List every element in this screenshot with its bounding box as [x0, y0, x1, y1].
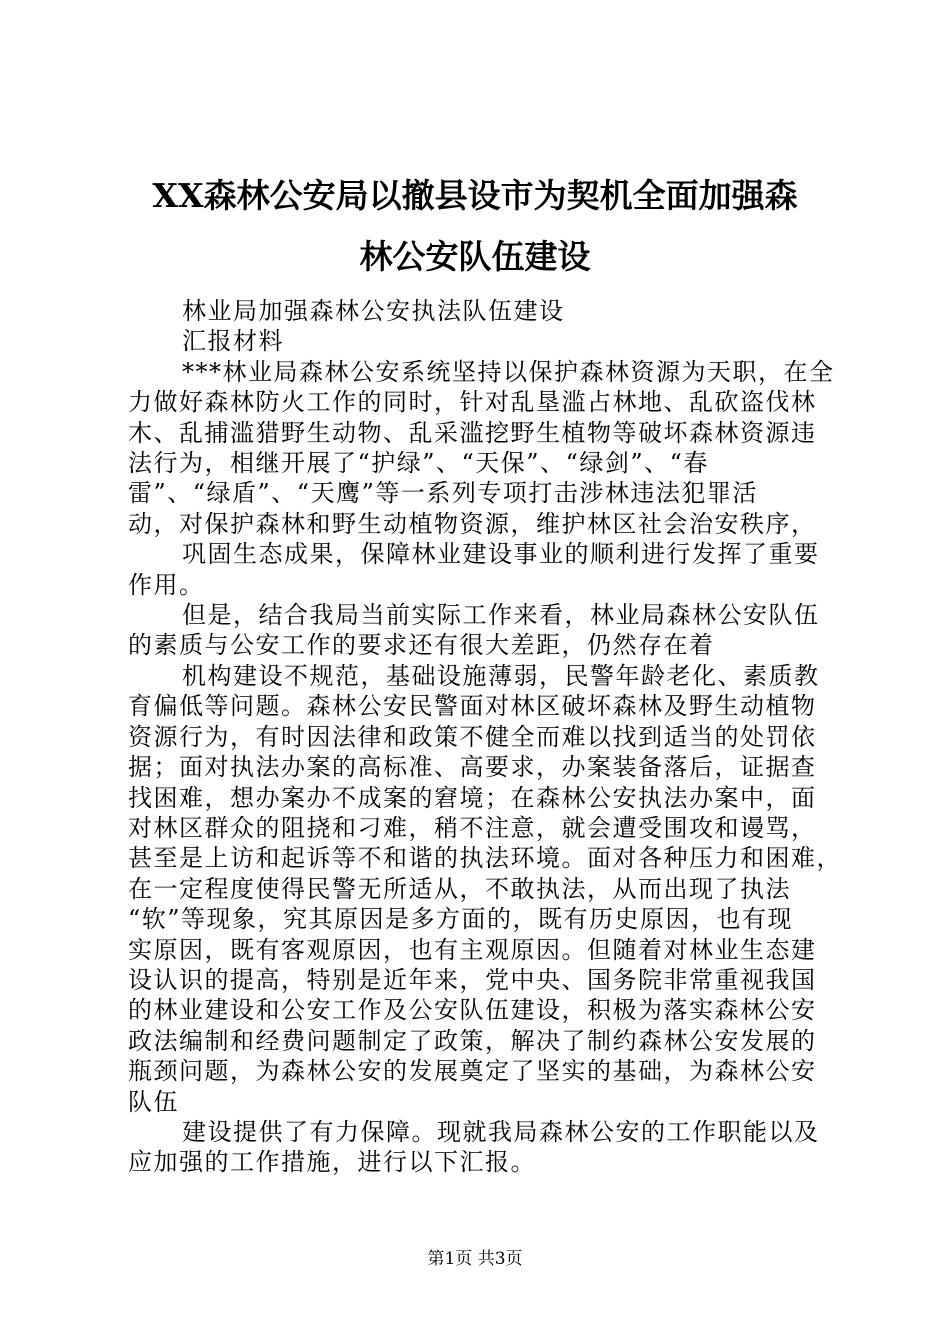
- page-footer: 第1页 共3页: [427, 1249, 523, 1269]
- body-line: 找困难，想办案办不成案的窘境；在森林公安执法办案中，面: [128, 783, 817, 812]
- body-line: 动，对保护森林和野生动植物资源，维护林区社会治安秩序，: [128, 509, 817, 538]
- body-line: 作用。: [128, 570, 205, 599]
- body-line: 据；面对执法办案的高标准、高要求，办案装备落后，证据查: [128, 753, 817, 782]
- body-line: 木、乱捕滥猎野生动物、乱采滥挖野生植物等破坏森林资源违: [128, 418, 817, 447]
- body-line: 队伍: [128, 1087, 179, 1116]
- body-line: 应加强的工作措施，进行以下汇报。: [128, 1148, 536, 1177]
- document-body: [128, 296, 842, 1178]
- body-line: 实原因，既有客观原因，也有主观原因。但随着对林业生态建: [128, 935, 817, 964]
- body-line: 资源行为，有时因法律和政策不健全而难以找到适当的处罚依: [128, 722, 817, 751]
- body-line: 雷”、“绿盾”、“天鹰”等一系列专项打击涉林违法犯罪活: [128, 479, 758, 508]
- body-line: 建设提供了有力保障。现就我局森林公安的工作职能以及: [182, 1117, 820, 1146]
- title-line: 林公安队伍建设: [359, 237, 591, 276]
- body-line: 法行为，相继开展了“护绿”、“天保”、“绿剑”、“春: [128, 449, 709, 478]
- body-line: ***林业局森林公安系统坚持以保护森林资源为天职，在全: [182, 357, 835, 386]
- body-line: 机构建设不规范，基础设施薄弱，民警年龄老化、素质教: [182, 661, 820, 690]
- body-line: “软”等现象，究其原因是多方面的，既有历史原因，也有现: [128, 905, 794, 934]
- body-line: 对林区群众的阻挠和刁难，稍不注意，就会遭受围攻和谩骂，: [128, 813, 817, 842]
- body-line: 设认识的提高，特别是近年来，党中央、国务院非常重视我国: [128, 965, 817, 994]
- body-line: 瓶颈问题，为森林公安的发展奠定了坚实的基础，为森林公安: [128, 1057, 817, 1086]
- body-line: 的素质与公安工作的要求还有很大差距，仍然存在着: [128, 631, 715, 660]
- body-line: 林业局加强森林公安执法队伍建设: [182, 297, 565, 325]
- title-line: XX森林公安局以撤县设市为契机全面加强森: [152, 176, 798, 215]
- body-line: 政法编制和经费问题制定了政策，解决了制约森林公安发展的: [128, 1026, 817, 1055]
- body-line: 育偏低等问题。森林公安民警面对林区破坏森林及野生动植物: [128, 692, 817, 721]
- body-line: 在一定程度使得民警无所适从，不敢执法，从而出现了执法: [128, 874, 791, 903]
- body-line: 力做好森林防火工作的同时，针对乱垦滥占林地、乱砍盗伐林: [128, 388, 817, 417]
- body-line: 的林业建设和公安工作及公安队伍建设，积极为落实森林公安: [128, 996, 817, 1025]
- body-line: 巩固生态成果，保障林业建设事业的顺利进行发挥了重要: [182, 540, 820, 569]
- body-line: 但是，结合我局当前实际工作来看，林业局森林公安队伍: [182, 601, 820, 630]
- body-line: 汇报材料: [182, 327, 284, 356]
- body-line: 甚至是上访和起诉等不和谐的执法环境。面对各种压力和困难，: [128, 844, 842, 873]
- document-title: [100, 165, 850, 287]
